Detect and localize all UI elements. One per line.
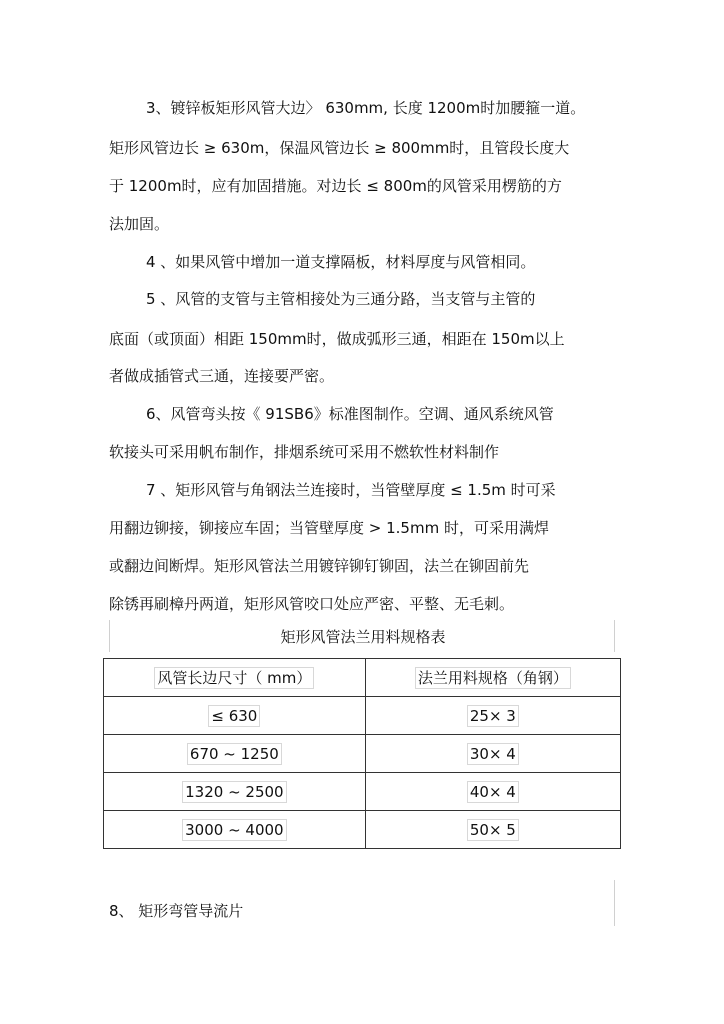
- cell-spec-text: 25× 3: [467, 705, 519, 727]
- table-title: 矩形风管法兰用料规格表: [280, 628, 446, 646]
- column-header-size-text: 风管长边尺寸（ mm）: [154, 667, 314, 689]
- right-guide-line-bottom: [614, 880, 615, 926]
- cell-spec: [365, 811, 620, 849]
- cell-size-text: ≤ 630: [208, 705, 260, 727]
- cell-spec: [365, 735, 620, 773]
- paragraph-3-line-2: 矩形风管边长 ≥ 630m，保温风管边长 ≥ 800mm时，且管段长度大: [109, 139, 570, 157]
- paragraph-5-line-2: 底面（或顶面）相距 150mm时，做成弧形三通，相距在 150m以上: [109, 330, 565, 348]
- table-row: [104, 811, 621, 849]
- cell-spec-text: 40× 4: [467, 781, 519, 803]
- cell-size-text: 3000 ~ 4000: [182, 819, 286, 841]
- paragraph-6-line-2: 软接头可采用帆布制作，排烟系统可采用不燃软性材料制作: [109, 443, 500, 461]
- column-header-spec: [365, 659, 620, 697]
- table-row: [104, 773, 621, 811]
- right-guide-line: [614, 620, 615, 652]
- paragraph-7-line-4: 除锈再刷樟丹两道，矩形风管咬口处应严密、平整、无毛刺。: [109, 595, 515, 613]
- paragraph-4: 4 、如果风管中增加一道支撑隔板，材料厚度与风管相同。: [146, 253, 536, 271]
- paragraph-3-line-3: 于 1200m时，应有加固措施。对边长 ≤ 800m的风管采用楞筋的方: [109, 177, 562, 195]
- cell-size-text: 1320 ~ 2500: [182, 781, 286, 803]
- paragraph-5-line-1: 5 、风管的支管与主管相接处为三通分路，当支管与主管的: [146, 290, 536, 308]
- column-header-size: [104, 659, 366, 697]
- paragraph-5-line-3: 者做成插管式三通，连接要严密。: [109, 367, 335, 385]
- cell-size: [104, 735, 366, 773]
- flange-spec-table: [103, 658, 621, 849]
- cell-spec-text: 50× 5: [467, 819, 519, 841]
- left-guide-line: [109, 620, 110, 652]
- paragraph-7-line-3: 或翻边间断焊。矩形风管法兰用镀锌铆钉铆固，法兰在铆固前先: [109, 557, 530, 575]
- cell-size: [104, 811, 366, 849]
- paragraph-3-line-1: 3、镀锌板矩形风管大边〉 630mm, 长度 1200m时加腰箍一道。: [146, 99, 586, 117]
- table-row: [104, 735, 621, 773]
- table-row: [104, 697, 621, 735]
- paragraph-3-line-4: 法加固。: [109, 215, 170, 233]
- cell-spec: [365, 697, 620, 735]
- cell-size: [104, 773, 366, 811]
- cell-size-text: 670 ~ 1250: [187, 743, 282, 765]
- column-header-spec-text: 法兰用料规格（角钢）: [415, 667, 571, 689]
- paragraph-6-line-1: 6、风管弯头按《 91SB6》标准图制作。空调、通风系统风管: [146, 405, 554, 423]
- cell-size: [104, 697, 366, 735]
- paragraph-7-line-1: 7 、矩形风管与角钢法兰连接时，当管壁厚度 ≤ 1.5m 时可采: [146, 481, 556, 499]
- cell-spec: [365, 773, 620, 811]
- section-heading-8: 8、 矩形弯管导流片: [109, 902, 244, 920]
- paragraph-7-line-2: 用翻边铆接，铆接应车固；当管壁厚度 > 1.5mm 时，可采用满焊: [109, 519, 549, 537]
- cell-spec-text: 30× 4: [467, 743, 519, 765]
- table-header-row: [104, 659, 621, 697]
